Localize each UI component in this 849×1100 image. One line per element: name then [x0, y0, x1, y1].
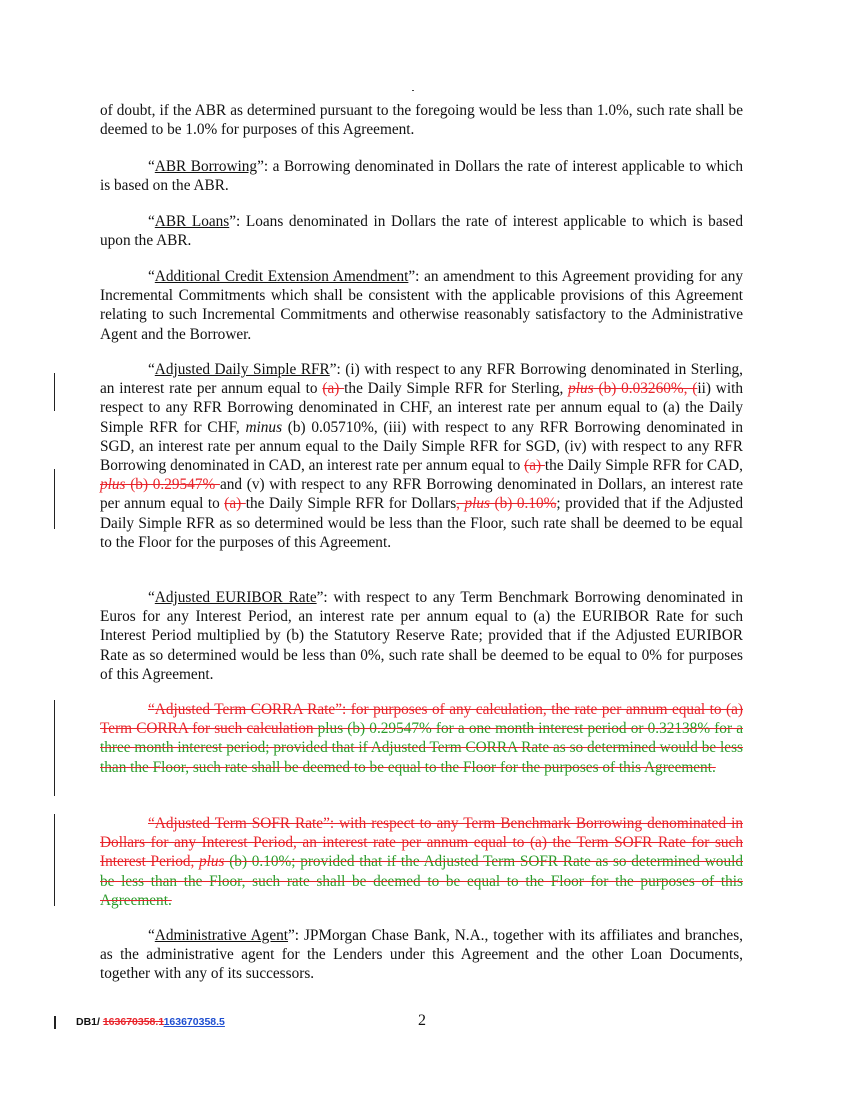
change-bar [54, 814, 55, 906]
deleted-text: , [456, 495, 465, 513]
paragraph-abr-floor [100, 101, 743, 139]
defined-term: Adjusted Daily Simple RFR [154, 361, 330, 378]
definition-adjusted-term-sofr-rate-deleted: “Adjusted Term SOFR Rate”: with respect to any Term Benchmark Borrowing denominated in Dollars for any Interest Period, an interest rate per annum equal to (a) the Term SOFR Rate for such Interest Period, plus (b) 0.10%; provided that if the Adjusted Term SOFR Rate as so determined would be less than the Floor, such rate shall be deemed to be equal to the Floor for the purposes of this Agreement. [100, 815, 743, 909]
defined-term: Adjusted Term SOFR Rate [154, 815, 324, 832]
moved-deleted-text: plus (b) 0.29547% for a one month interest period or 0.32138% for a three month interest period; provided that if Adjusted Term CORRA Rate as so determined would be less than the Floor, such rate shall be deemed to be equal to the Floor for the purposes of this Agreement. [100, 720, 743, 776]
new-reference: 163670358.5 [163, 1016, 225, 1028]
moved-deleted-text: (b) 0.10%; provided that if the Adjusted Term SOFR Rate as so determined would be less than the Floor, such rate shall be deemed to be equal to the Floor for the purposes of this Agreement. [100, 853, 743, 909]
defined-term: ABR Borrowing [154, 158, 258, 175]
deleted-text: (b) 0.03260%, ( [593, 380, 698, 398]
defined-term: Additional Credit Extension Amendment [154, 268, 409, 285]
definition-adjusted-euribor-rate: “Adjusted EURIBOR Rate”: with respect to any Term Benchmark Borrowing denominated in Euros for any Interest Period, an interest rate per annum equal to (a) the EURIBOR Rate for such Interest Period multiplied by (b) the Statutory Reserve Rate; provided that if the Adjusted EURIBOR Rate as so determined would be less than 0%, such rate shall be deemed to be equal to 0% for purposes of this Agreement. [100, 589, 743, 683]
definition-administrative-agent: “Administrative Agent”: JPMorgan Chase Bank, N.A., together with its affiliates and branches, as the administrative agent for the Lenders under this Agreement and the other Loan Documents, together with any of its successors. [100, 927, 743, 983]
deleted-text: (b) 0.10% [490, 495, 557, 513]
change-bar [54, 469, 55, 529]
change-bar [54, 700, 55, 796]
document-reference: DB1/ 163670358.1163670358.5 [76, 1016, 225, 1028]
deleted-text: (b) 0.29547% [125, 476, 220, 494]
defined-term: Adjusted Term CORRA Rate [154, 701, 336, 718]
page-number: 2 [418, 1012, 426, 1029]
paragraph-text: of doubt, if the ABR as determined pursuant to the foregoing would be less than 1.0%, such rate shall be deemed to be 1.0% for purposes of this Agreement. [100, 102, 743, 139]
definition-additional-credit-extension-amendment: “Additional Credit Extension Amendment”: an amendment to this Agreement providing for any Incremental Commitments which shall be consistent with the applicable provisions of this Agreement relating to such Incremental Commitments and otherwise reasonably satisfactory to the Administrative Agent and the Borrower. [100, 268, 743, 343]
definition-abr-borrowing: “ABR Borrowing”: a Borrowing denominated in Dollars the rate of interest applicable to which is based on the ABR. [100, 158, 743, 195]
deleted-text: plus [464, 495, 491, 513]
deleted-text: (a) [322, 380, 345, 398]
old-reference: 163670358.1 [102, 1016, 164, 1028]
deleted-text: plus [568, 380, 594, 398]
definition-adjusted-term-corra-rate-deleted: “Adjusted Term CORRA Rate”: for purposes of any calculation, the rate per annum equal to (a) Term CORRA for such calculation plus (b) 0.29547% for a one month interest period or 0.32138% for a three month interest period; provided that if Adjusted Term CORRA Rate as so determined would be less than the Floor, such rate shall be deemed to be equal to the Floor for the purposes of this Agreement. [100, 701, 743, 776]
defined-term: ABR Loans [154, 213, 230, 230]
defined-term: Adjusted EURIBOR Rate [154, 589, 317, 606]
deleted-text: (a) [524, 457, 545, 475]
change-bar [54, 373, 55, 411]
change-bar [54, 1016, 56, 1029]
definition-abr-loans: “ABR Loans”: Loans denominated in Dollars the rate of interest applicable to which is based upon the ABR. [100, 213, 743, 250]
deleted-text: plus [100, 476, 126, 494]
defined-term: Administrative Agent [154, 927, 289, 944]
definition-adjusted-daily-simple-rfr: “Adjusted Daily Simple RFR”: (i) with respect to any RFR Borrowing denominated in Sterling, an interest rate per annum equal to (a) the Daily Simple RFR for Sterling, plus (b) 0.03260%, (ii) with respect to any RFR Borrowing denominated in CHF, an interest rate per annum equal to (a) the Daily Simple RFR for CHF, minus (b) 0.05710%, (iii) with respect to any RFR Borrowing denominated in SGD, an interest rate per annum equal to the Daily Simple RFR for SGD, (iv) with respect to any RFR Borrowing denominated in CAD, an interest rate per annum equal to (a) the Daily Simple RFR for CAD, plus (b) 0.29547% and (v) with respect to any RFR Borrowing denominated in Dollars, an interest rate per annum equal to (a) the Daily Simple RFR for Dollars, plus (b) 0.10%; provided that if the Adjusted Daily Simple RFR as so determined would be less than the Floor, such rate shall be deemed to be equal to the Floor for the purposes of this Agreement. [100, 361, 744, 551]
header-mark [412, 90, 414, 91]
deleted-text: (a) [224, 495, 246, 513]
